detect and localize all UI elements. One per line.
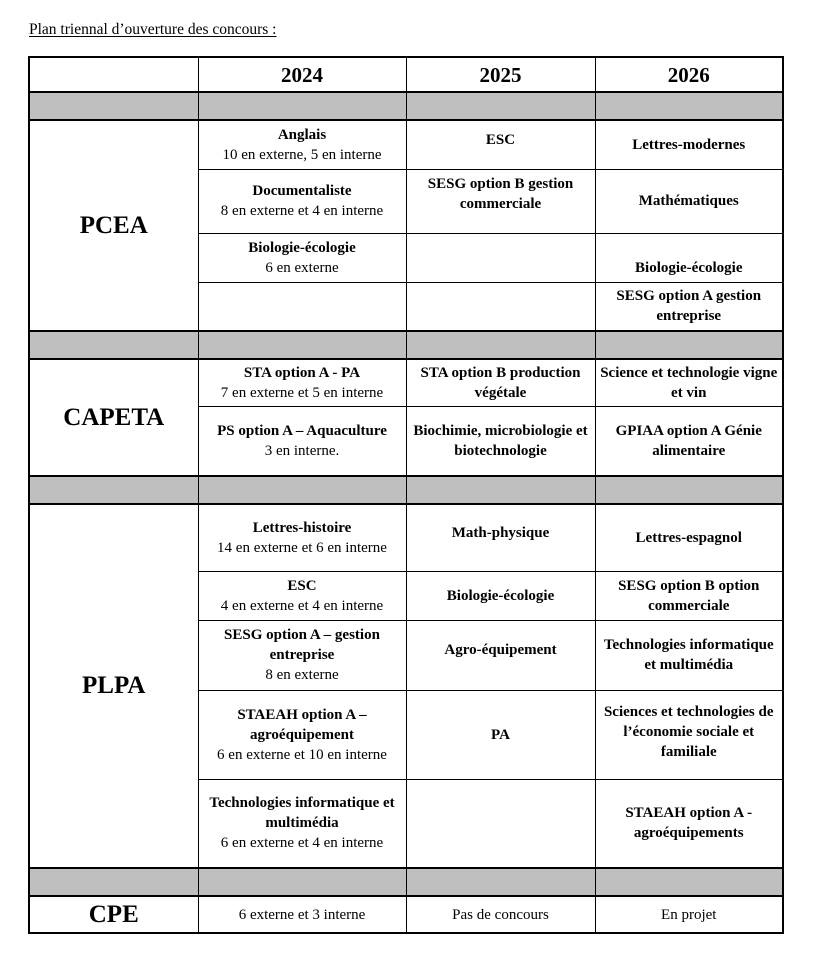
- subject-detail: 3 en interne.: [264, 442, 340, 459]
- subject-name: Biochimie, microbiologie et biotechnologie: [413, 422, 588, 459]
- subject-detail: 6 en externe et 10 en interne: [217, 746, 387, 763]
- subject-detail: 4 en externe et 4 en interne: [220, 597, 384, 614]
- subject-name: SESG option A gestion entreprise: [616, 288, 762, 325]
- concours-plan-table: [28, 56, 784, 934]
- subject-detail: 10 en externe, 5 en interne: [222, 146, 382, 163]
- subject-name: Technologies informatique et multimédia: [603, 637, 774, 673]
- separator-row: [29, 92, 783, 120]
- subject-name: SESG option B gestion commerciale: [427, 175, 574, 212]
- subject-detail: 7 en externe et 5 en interne: [220, 384, 384, 401]
- cell-2026: [595, 571, 783, 620]
- cell-2025: [406, 120, 595, 169]
- subject-name: Biologie-écologie: [248, 239, 356, 256]
- cell-2024: [198, 779, 406, 868]
- cell-2026: [595, 779, 783, 868]
- cell-2025: [406, 620, 595, 690]
- subject-name: Math-physique: [451, 524, 550, 541]
- header-year-2026: 2026: [595, 57, 783, 92]
- subject-detail: 8 en externe et 4 en interne: [220, 203, 384, 219]
- subject-name: GPIAA option A Génie alimentaire: [615, 422, 762, 459]
- subject-detail: 6 en externe et 4 en interne: [220, 835, 384, 852]
- subject-detail: 8 en externe: [265, 667, 339, 683]
- subject-name: PA: [491, 726, 510, 743]
- cell-2026: [595, 690, 783, 779]
- table-row: [29, 120, 783, 169]
- subject-name: Mathématiques: [638, 193, 739, 209]
- subject-name: STA option B production végétale: [420, 364, 581, 401]
- subject-detail: 6 en externe: [265, 259, 339, 276]
- header-year-2024: 2024: [198, 57, 406, 92]
- subject-name: Technologies informatique et multimédia: [209, 795, 395, 832]
- cell-2024: [198, 690, 406, 779]
- table-row: [29, 359, 783, 406]
- cell-2025: [406, 571, 595, 620]
- cell-2026: En projet: [595, 896, 783, 933]
- cell-2024: [198, 359, 406, 406]
- cell-2024: [198, 620, 406, 690]
- subject-name: Anglais: [277, 126, 327, 143]
- cell-2024: [198, 282, 406, 331]
- separator-row: [29, 476, 783, 504]
- cell-2025: [406, 406, 595, 476]
- category-cpe: CPE: [29, 896, 198, 933]
- cell-2026: [595, 282, 783, 331]
- cell-2026: [595, 406, 783, 476]
- subject-detail: 14 en externe et 6 en interne: [217, 539, 387, 556]
- subject-name: Lettres-espagnol: [635, 529, 742, 546]
- subject-name: STA option A - PA: [243, 364, 361, 381]
- subject-name: ESC: [287, 577, 317, 594]
- table-row: [29, 504, 783, 571]
- subject-name: Agro-équipement: [444, 642, 557, 658]
- subject-name: Biologie-écologie: [446, 587, 555, 604]
- subject-name: ESC: [485, 132, 516, 148]
- cell-2026: [595, 359, 783, 406]
- table-row: [29, 896, 783, 933]
- category-capeta: CAPETA: [29, 359, 198, 476]
- cell-2024: [198, 120, 406, 169]
- cell-2025: [406, 169, 595, 233]
- document-title: Plan triennal d’ouverture des concours :: [29, 21, 277, 38]
- cell-2024: [198, 233, 406, 282]
- cell-2026: [595, 504, 783, 571]
- separator-row: [29, 868, 783, 896]
- subject-name: PS option A – Aquaculture: [217, 422, 387, 439]
- subject-name: SESG option A – gestion entreprise: [224, 627, 380, 663]
- subject-name: Documentaliste: [252, 183, 352, 199]
- cell-2026: [595, 120, 783, 169]
- subject-name: Sciences et technologies de l’économie sociale et familiale: [603, 703, 774, 760]
- cell-2024: [198, 406, 406, 476]
- cell-2025: [406, 779, 595, 868]
- category-pcea: PCEA: [29, 120, 198, 331]
- subject-name: Lettres-modernes: [632, 136, 746, 153]
- cell-2025: [406, 282, 595, 331]
- cell-2025: [406, 359, 595, 406]
- header-year-2025: 2025: [406, 57, 595, 92]
- cell-2024: 6 externe et 3 interne: [198, 896, 406, 933]
- subject-name: STAEAH option A - agroéquipements: [625, 805, 753, 842]
- cell-2024: [198, 571, 406, 620]
- category-plpa: PLPA: [29, 504, 198, 868]
- cell-2024: [198, 504, 406, 571]
- cell-2024: [198, 169, 406, 233]
- cell-2025: [406, 233, 595, 282]
- subject-name: STAEAH option A – agroéquipement: [237, 706, 367, 743]
- header-row: [29, 57, 783, 92]
- separator-row: [29, 331, 783, 359]
- cell-2026: [595, 169, 783, 233]
- cell-2025: [406, 690, 595, 779]
- subject-name: SESG option B option commerciale: [618, 577, 760, 614]
- cell-2025: Pas de concours: [406, 896, 595, 933]
- subject-name: Biologie-écologie: [635, 259, 743, 276]
- cell-2025: [406, 504, 595, 571]
- subject-name: Lettres-histoire: [252, 519, 352, 536]
- cell-2026: [595, 620, 783, 690]
- cell-2026: [595, 233, 783, 282]
- subject-name: Science et technologie vigne et vin: [600, 364, 778, 401]
- header-blank-cell: [29, 57, 198, 92]
